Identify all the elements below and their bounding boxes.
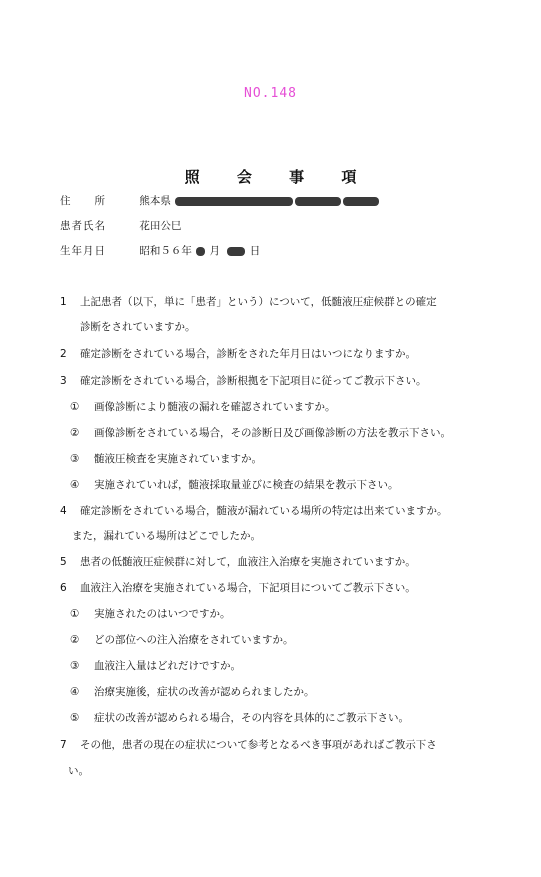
dob-day-redaction [227, 247, 245, 256]
dob-month-redaction [196, 247, 205, 256]
question-7-line-1: 7 その他，患者の現在の症状について参考となるべき事項があればご教示下さ [60, 739, 437, 751]
dob-era: 昭和５６年 [139, 245, 192, 257]
dob-row [60, 242, 260, 260]
question-5: 5 患者の低髄液圧症候群に対して，血液注入治療を実施されていますか。 [60, 556, 416, 568]
document-title: 照 会 事 項 [184, 168, 373, 186]
patient-name-value: 花田公巳 [139, 220, 182, 232]
address-redaction [174, 195, 380, 207]
dob-month-unit: 月 [209, 245, 221, 257]
address-row [60, 192, 380, 210]
question-6-sub-4: ④ 治療実施後，症状の改善が認められましたか。 [70, 686, 315, 698]
question-4-line-2: また，漏れている場所はどこでしたか。 [72, 530, 261, 542]
question-6-sub-1: ① 実施されたのはいつですか。 [70, 608, 231, 620]
address-value: 熊本県 [139, 195, 171, 207]
question-3-sub-1: ① 画像診断により髄液の漏れを確認されていますか。 [70, 401, 336, 413]
address-label: 住 所 [60, 195, 106, 207]
question-6-sub-2: ② どの部位への注入治療をされていますか。 [70, 634, 294, 646]
question-6: 6 血液注入治療を実施されている場合，下記項目についてご教示下さい。 [60, 582, 416, 594]
patient-name-row [60, 217, 181, 235]
patient-name-label: 患者氏名 [60, 220, 106, 232]
question-7-line-2: い。 [68, 765, 89, 777]
document-number: NO.148 [244, 86, 297, 101]
question-1-line-1: 1 上記患者（以下，単に「患者」という）について，低髄液圧症候群との確定 [60, 296, 437, 308]
question-4-line-1: 4 確定診断をされている場合，髄液が漏れている場所の特定は出来ていますか。 [60, 505, 448, 517]
question-3: 3 確定診断をされている場合，診断根拠を下記項目に従ってご教示下さい。 [60, 375, 427, 387]
dob-label: 生年月日 [60, 245, 106, 257]
question-1-line-2: 診断をされていますか。 [80, 321, 196, 333]
dob-day-unit: 日 [249, 245, 261, 257]
question-6-sub-5: ⑤ 症状の改善が認められる場合，その内容を具体的にご教示下さい。 [70, 712, 409, 724]
question-2: 2 確定診断をされている場合，診断をされた年月日はいつになりますか。 [60, 348, 416, 360]
question-6-sub-3: ③ 血液注入量はどれだけですか。 [70, 660, 241, 672]
question-3-sub-2: ② 画像診断をされている場合，その診断日及び画像診断の方法を教示下さい。 [70, 427, 451, 439]
question-3-sub-4: ④ 実施されていれば，髄液採取量並びに検査の結果を教示下さい。 [70, 479, 399, 491]
question-3-sub-3: ③ 髄液圧検査を実施されていますか。 [70, 453, 262, 465]
